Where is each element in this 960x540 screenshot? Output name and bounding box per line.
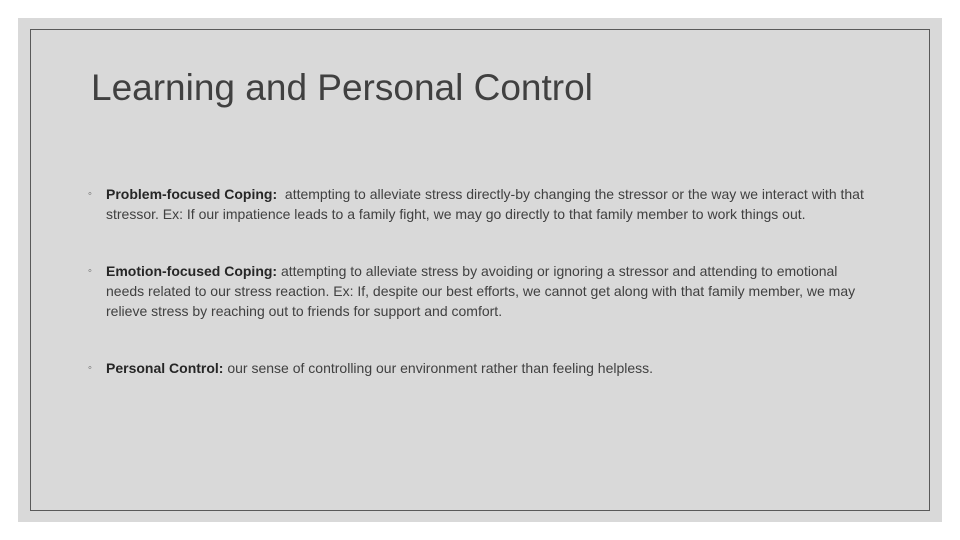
bullet-marker-icon: ◦: [88, 362, 92, 374]
bullet-personal-control: [88, 358, 864, 378]
bullet-marker-icon: ◦: [88, 265, 92, 277]
bullet-term: Problem-focused Coping:: [106, 186, 278, 202]
page-title: Learning and Personal Control: [91, 67, 593, 108]
bullet-text: attempting to alleviate stress directly-by changing the stressor or the way we interact with that stressor. Ex: If our impatience leads to a family fight, we may go directly to that family member to work things out.: [106, 186, 868, 222]
bullet-problem-focused-coping: [88, 184, 868, 224]
bullet-text: our sense of controlling our environment rather than feeling helpless.: [223, 360, 654, 376]
bullet-list: [88, 184, 868, 378]
bullet-text: attempting to alleviate stress by avoiding or ignoring a stressor and attending to emotional needs related to our stress reaction. Ex: If, despite our best efforts, we cannot get along with that family member, we may relieve stress by reaching out to friends for support and comfort.: [106, 263, 860, 319]
bullet-marker-icon: ◦: [88, 188, 92, 200]
bullet-emotion-focused-coping: [88, 261, 864, 321]
bullet-term: Personal Control:: [106, 360, 224, 376]
bullet-term: Emotion-focused Coping:: [106, 263, 278, 279]
